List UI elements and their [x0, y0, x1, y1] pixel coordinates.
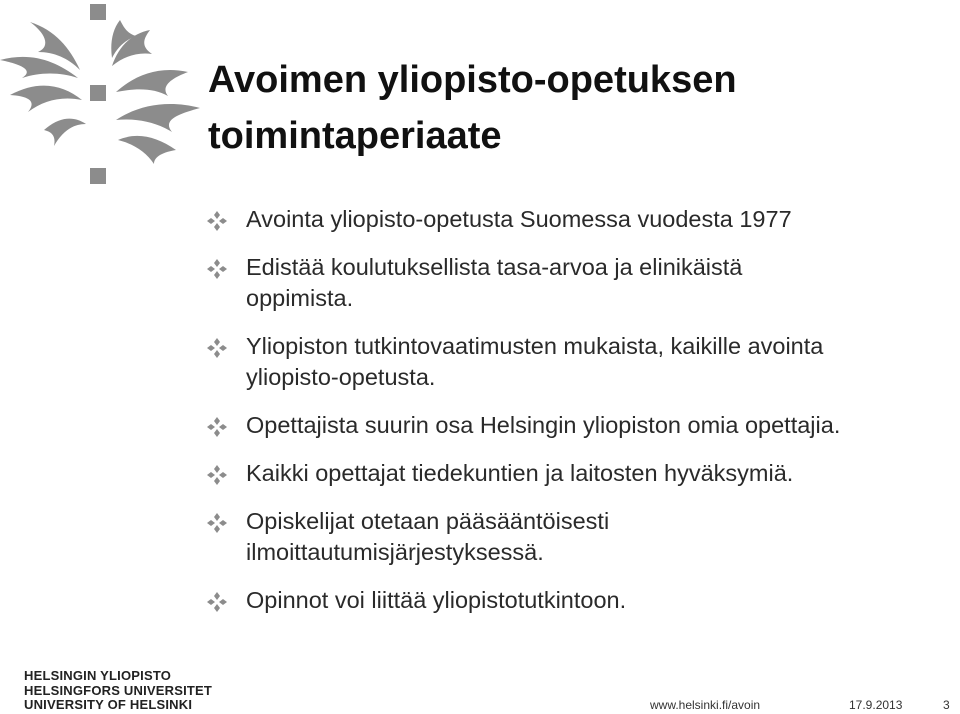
- bullet-item: [207, 585, 952, 616]
- footer-date: 17.9.2013: [849, 698, 903, 712]
- university-name-en: UNIVERSITY OF HELSINKI: [24, 697, 193, 712]
- bullet-text-line: Opinnot voi liittää yliopistotutkintoon.: [246, 587, 627, 613]
- helsinki-flame-logo-icon: [0, 0, 205, 195]
- footer-url[interactable]: www.helsinki.fi/avoin: [650, 698, 761, 712]
- bullet-item: [207, 331, 952, 393]
- four-diamond-bullet-icon: [207, 259, 227, 279]
- slide-title-line: toimintaperiaate: [208, 115, 502, 157]
- bullet-text-line: yliopisto-opetusta.: [246, 364, 436, 390]
- bullet-text-line: Avointa yliopisto-opetusta Suomessa vuodesta 1977: [246, 206, 792, 232]
- bullet-item: [207, 252, 952, 314]
- bullet-text-line: oppimista.: [246, 285, 354, 311]
- slide-title: [208, 52, 928, 164]
- four-diamond-bullet-icon: [207, 338, 227, 358]
- slide-title-line: Avoimen yliopisto-opetuksen: [208, 59, 737, 101]
- four-diamond-bullet-icon: [207, 417, 227, 437]
- page-number: 3: [943, 698, 950, 712]
- bullet-text-line: Edistää koulutuksellista tasa-arvoa ja elinikäistä: [246, 254, 743, 280]
- university-wordmark: [24, 669, 212, 713]
- bullet-list: [207, 204, 952, 633]
- bullet-text-line: Opiskelijat otetaan pääsääntöisesti: [246, 508, 610, 534]
- bullet-text-line: ilmoittautumisjärjestyksessä.: [246, 539, 544, 565]
- bullet-text-line: Kaikki opettajat tiedekuntien ja laitosten hyväksymiä.: [246, 460, 794, 486]
- bullet-item: [207, 204, 952, 235]
- four-diamond-bullet-icon: [207, 592, 227, 612]
- university-name-fi: HELSINGIN YLIOPISTO: [24, 668, 172, 683]
- bullet-text-line: Opettajista suurin osa Helsingin yliopiston omia opettajia.: [246, 412, 841, 438]
- bullet-item: [207, 506, 952, 568]
- bullet-item: [207, 458, 952, 489]
- four-diamond-bullet-icon: [207, 513, 227, 533]
- four-diamond-bullet-icon: [207, 465, 227, 485]
- university-name-sv: HELSINGFORS UNIVERSITET: [24, 682, 213, 698]
- bullet-text-line: Yliopiston tutkintovaatimusten mukaista, kaikille avointa: [246, 333, 824, 359]
- bullet-item: [207, 410, 952, 441]
- four-diamond-bullet-icon: [207, 211, 227, 231]
